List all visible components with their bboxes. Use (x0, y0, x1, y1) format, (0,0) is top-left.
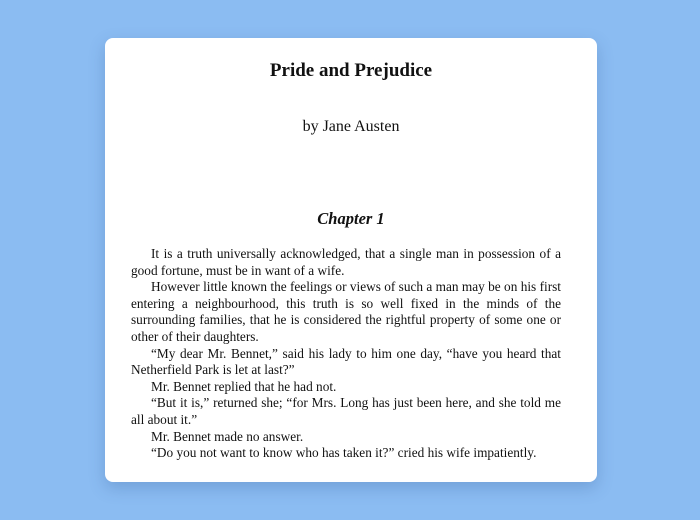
book-author: by Jane Austen (302, 118, 400, 135)
chapter-heading: Chapter 1 (317, 209, 385, 228)
reader-page (105, 38, 597, 482)
paragraph: “My dear Mr. Bennet,” said his lady to him one day, “have you heard that Netherfield Park is let at last?” (131, 345, 561, 378)
paragraph: However little known the feelings or views of such a man may be on his first entering a neighbourhood, this truth is so well fixed in the minds of the surrounding families, that he is considered the rightful property of some one or other of their daughters. (131, 279, 561, 344)
paragraph: “But it is,” returned she; “for Mrs. Long has just been here, and she told me all about it.” (131, 395, 561, 427)
book-title: Pride and Prejudice (269, 60, 433, 81)
paragraph: It is a truth universally acknowledged, that a single man in possession of a good fortune, must be in want of a wife. (131, 246, 561, 278)
paragraph: Mr. Bennet made no answer. (151, 428, 304, 444)
chapter-text (131, 246, 561, 462)
paragraph: Mr. Bennet replied that he had not. (151, 378, 337, 394)
paragraph: “Do you not want to know who has taken it?” cried his wife impatiently. (151, 445, 537, 461)
